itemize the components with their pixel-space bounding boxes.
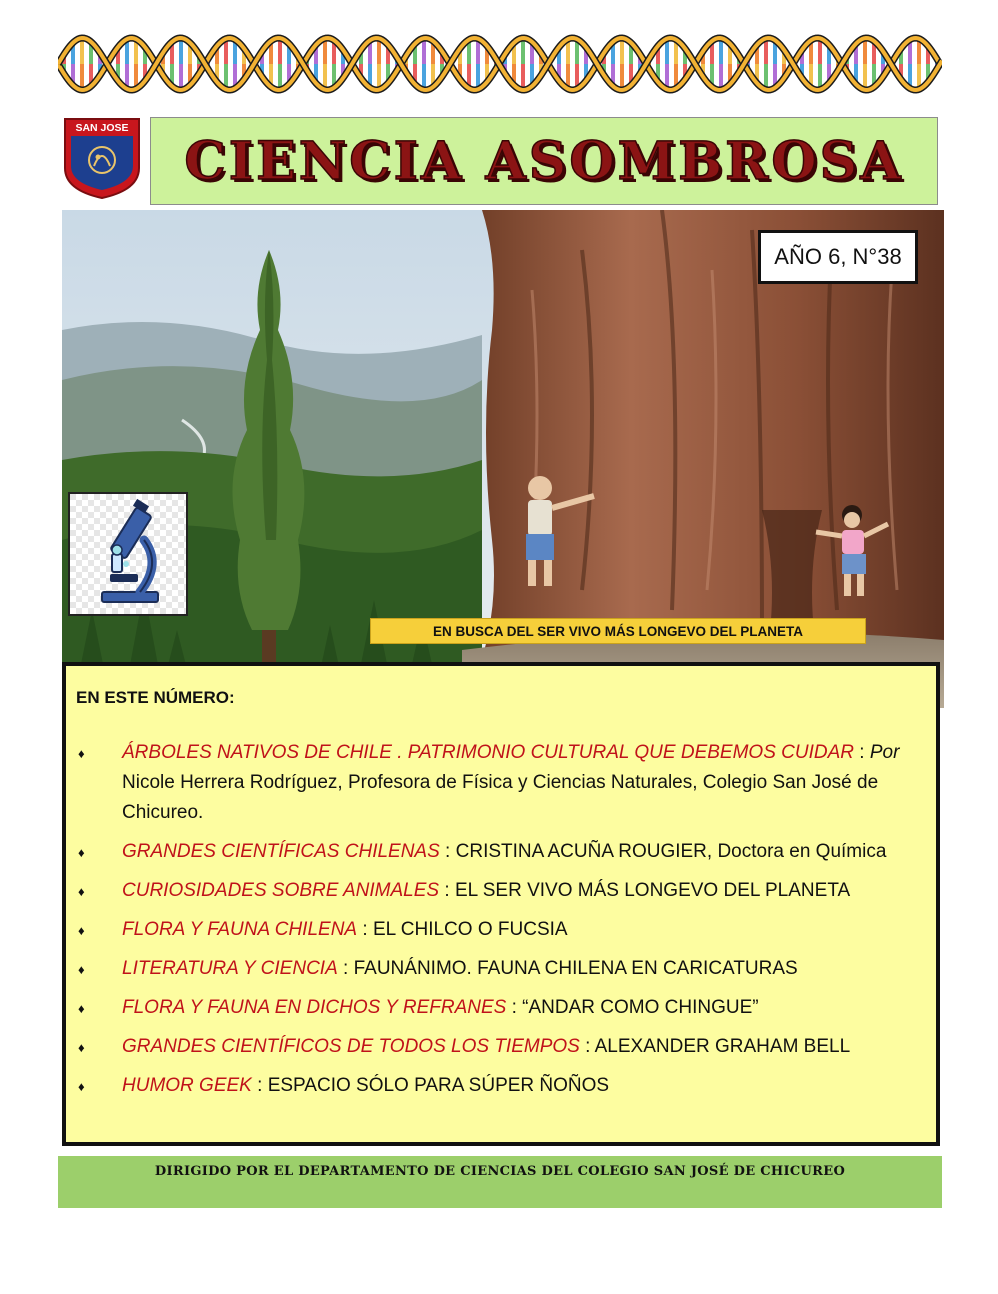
item-detail: EL SER VIVO MÁS LONGEVO DEL PLANETA [454,880,851,901]
list-item [76,915,928,945]
cover-caption: EN BUSCA DEL SER VIVO MÁS LONGEVO DEL PLANETA [370,618,866,644]
list-item [76,1071,928,1101]
item-detail: Nicole Herrera Rodríguez, Profesora de Física y Ciencias Naturales, Colegio San José de Chicureo. [122,772,879,823]
diamond-bullet-icon: ♦ [78,962,85,977]
diamond-bullet-icon: ♦ [78,923,85,938]
list-item [76,1032,928,1062]
contents-heading: EN ESTE NÚMERO: [76,688,235,707]
item-separator: : [251,1075,268,1096]
list-item [76,876,928,906]
item-detail: FAUNÁNIMO. FAUNA CHILENA EN CARICATURAS [353,958,798,979]
item-separator: : [337,958,354,979]
item-topic: GRANDES CIENTÍFICAS CHILENAS [122,841,440,862]
item-separator: : [853,742,870,763]
diamond-bullet-icon: ♦ [78,746,85,761]
issue-number: AÑO 6, N°38 [758,230,918,284]
item-separator: : [506,997,523,1018]
dna-banner-icon [58,30,942,98]
item-detail: ESPACIO SÓLO PARA SÚPER ÑOÑOS [267,1075,610,1096]
item-detail: CRISTINA ACUÑA ROUGIER, Doctora en Química [455,841,887,862]
item-separator: : [579,1036,595,1057]
school-logo [62,116,142,200]
item-detail: EL CHILCO O FUCSIA [372,919,568,940]
item-topic: GRANDES CIENTÍFICOS DE TODOS LOS TIEMPOS [122,1036,580,1057]
title-banner [150,117,938,205]
diamond-bullet-icon: ♦ [78,1079,85,1094]
diamond-bullet-icon: ♦ [78,1001,85,1016]
item-topic: FLORA Y FAUNA EN DICHOS Y REFRANES [122,997,507,1018]
item-topic: FLORA Y FAUNA CHILENA [122,919,358,940]
item-topic: HUMOR GEEK [122,1075,252,1096]
item-separator: : [439,880,455,901]
item-detail: “ANDAR COMO CHINGUE” [522,997,759,1018]
contents-list [76,738,928,1110]
microscope-icon [68,492,188,616]
diamond-bullet-icon: ♦ [78,1040,85,1055]
item-topic: LITERATURA Y CIENCIA [122,958,338,979]
item-separator: : [439,841,456,862]
logo-text: SAN JOSE [75,122,129,134]
item-detail: ALEXANDER GRAHAM BELL [594,1036,851,1057]
list-item [76,954,928,984]
list-item [76,993,928,1023]
list-item [76,837,928,867]
item-author-prefix: Por [869,742,900,763]
diamond-bullet-icon: ♦ [78,845,85,860]
footer-bar [58,1156,942,1208]
diamond-bullet-icon: ♦ [78,884,85,899]
footer-text: DIRIGIDO POR EL DEPARTAMENTO DE CIENCIAS DEL COLEGIO SAN JOSÉ DE CHICUREO [154,1164,846,1179]
page-title: CIENCIA ASOMBROSA [184,130,904,192]
item-topic: CURIOSIDADES SOBRE ANIMALES [122,880,440,901]
item-separator: : [357,919,373,940]
list-item [76,738,928,828]
item-topic: ÁRBOLES NATIVOS DE CHILE . PATRIMONIO CULTURAL QUE DEBEMOS CUIDAR [122,742,854,763]
contents-box [62,662,940,1146]
